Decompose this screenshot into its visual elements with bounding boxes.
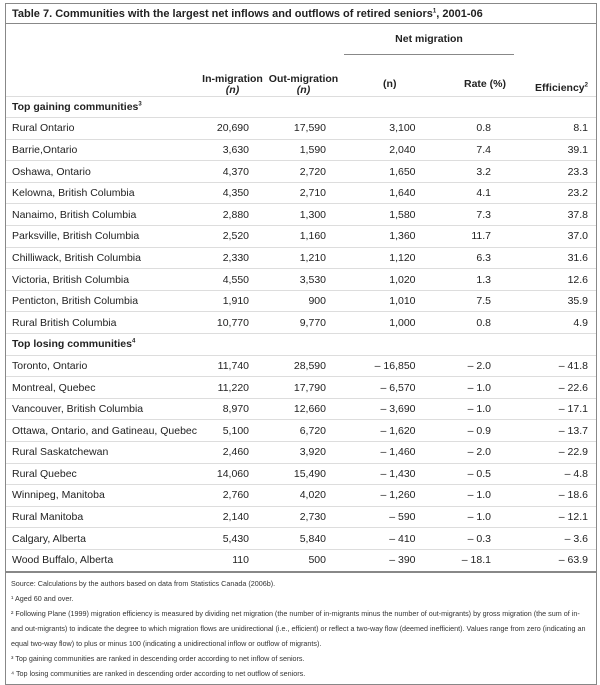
table-row <box>6 355 596 377</box>
cell-rate: 1.3 <box>436 269 514 291</box>
cell-rate: – 18.1 <box>436 549 514 570</box>
cell-efficiency: – 3.6 <box>514 528 596 550</box>
cell-community-name: Wood Buffalo, Alberta <box>6 549 202 570</box>
cell-out-migration: 28,590 <box>263 355 344 377</box>
table-row <box>6 549 596 570</box>
cell-in-migration: 5,100 <box>202 420 263 442</box>
cell-rate: 0.8 <box>436 118 514 140</box>
table-row <box>6 420 596 442</box>
table-title <box>6 4 596 24</box>
footnote-4: ⁴ Top losing communities are ranked in descending order according to net outflow of seniors. <box>11 668 306 678</box>
table-row <box>6 528 596 550</box>
cell-efficiency: 4.9 <box>514 312 596 334</box>
cell-net-migration: – 3,690 <box>344 398 436 420</box>
header-rate: Rate (%) <box>463 77 506 90</box>
cell-in-migration: 2,520 <box>202 226 263 248</box>
footnotes <box>6 571 596 684</box>
cell-community-name: Toronto, Ontario <box>6 355 202 377</box>
cell-out-migration: 1,210 <box>263 247 344 269</box>
cell-in-migration: 5,430 <box>202 528 263 550</box>
cell-net-migration: – 6,570 <box>344 377 436 399</box>
cell-out-migration: 1,590 <box>263 139 344 161</box>
cell-in-migration: 11,220 <box>202 377 263 399</box>
cell-in-migration: 4,370 <box>202 161 263 183</box>
cell-community-name: Winnipeg, Manitoba <box>6 485 202 507</box>
cell-rate: 4.1 <box>436 182 514 204</box>
cell-efficiency: 37.8 <box>514 204 596 226</box>
cell-out-migration: 4,020 <box>263 485 344 507</box>
cell-rate: 0.8 <box>436 312 514 334</box>
cell-community-name: Rural British Columbia <box>6 312 202 334</box>
cell-in-migration: 11,740 <box>202 355 263 377</box>
cell-community-name: Victoria, British Columbia <box>6 269 202 291</box>
footnote-1: ¹ Aged 60 and over. <box>11 593 74 603</box>
table-row <box>6 247 596 269</box>
cell-out-migration: 1,160 <box>263 226 344 248</box>
table-row <box>6 161 596 183</box>
cell-efficiency: – 12.1 <box>514 506 596 528</box>
cell-rate: – 2.0 <box>436 442 514 464</box>
cell-net-migration: 1,650 <box>344 161 436 183</box>
cell-in-migration: 2,880 <box>202 204 263 226</box>
cell-rate: – 0.9 <box>436 420 514 442</box>
table-row <box>6 398 596 420</box>
cell-net-migration: 1,010 <box>344 290 436 312</box>
header-blank <box>6 24 202 54</box>
cell-out-migration: 15,490 <box>263 463 344 485</box>
cell-rate: 11.7 <box>436 226 514 248</box>
section-label: Top losing communities$^4$ <box>6 334 596 356</box>
header-in-migration: In-migration (n) <box>202 72 263 96</box>
cell-rate: – 0.5 <box>436 463 514 485</box>
cell-rate: 6.3 <box>436 247 514 269</box>
table-row <box>6 182 596 204</box>
cell-net-migration: 1,640 <box>344 182 436 204</box>
cell-efficiency: 39.1 <box>514 139 596 161</box>
cell-out-migration: 5,840 <box>263 528 344 550</box>
cell-net-migration: – 410 <box>344 528 436 550</box>
header-out-migration: Out-migration (n) <box>268 72 339 96</box>
cell-efficiency: 31.6 <box>514 247 596 269</box>
cell-community-name: Parksville, British Columbia <box>6 226 202 248</box>
table-row <box>6 269 596 291</box>
footnote-3: ³ Top gaining communities are ranked in descending order according to net inflow of seniors. <box>11 653 305 663</box>
cell-efficiency: – 17.1 <box>514 398 596 420</box>
section-header <box>6 334 596 356</box>
cell-out-migration: 3,530 <box>263 269 344 291</box>
cell-net-migration: 2,040 <box>344 139 436 161</box>
cell-net-migration: 1,020 <box>344 269 436 291</box>
cell-community-name: Penticton, British Columbia <box>6 290 202 312</box>
footnote-2: ² Following Plane (1999) migration efficiency is measured by dividing net migration (the number of in-migrants minus the number of out-migrants) by gross migration (the sum of in- and out-migrants) to indicate the degree to which migration flows are unidirectional (i.e., efficient) or reflect a two-way flow (deemed inefficient). Values range from zero (indicating an equal two-way flow) to plus or minus 100 (indicating a unidirectional inflow or outflow of migrants). <box>11 608 586 648</box>
cell-community-name: Nanaimo, British Columbia <box>6 204 202 226</box>
cell-net-migration: – 1,430 <box>344 463 436 485</box>
section-header <box>6 96 596 118</box>
cell-rate: – 1.0 <box>436 377 514 399</box>
cell-out-migration: 2,730 <box>263 506 344 528</box>
cell-out-migration: 1,300 <box>263 204 344 226</box>
table-row <box>6 290 596 312</box>
cell-efficiency: 35.9 <box>514 290 596 312</box>
table-row <box>6 485 596 507</box>
header-efficiency: Efficiency$^2$ <box>535 81 588 94</box>
cell-out-migration: 2,710 <box>263 182 344 204</box>
cell-in-migration: 2,330 <box>202 247 263 269</box>
cell-in-migration: 10,770 <box>202 312 263 334</box>
cell-community-name: Kelowna, British Columbia <box>6 182 202 204</box>
cell-rate: – 1.0 <box>436 485 514 507</box>
cell-net-migration: 1,580 <box>344 204 436 226</box>
cell-in-migration: 2,140 <box>202 506 263 528</box>
cell-net-migration: – 390 <box>344 549 436 570</box>
title-footnote-mark: 1 <box>432 8 437 15</box>
cell-net-migration: 1,000 <box>344 312 436 334</box>
cell-in-migration: 4,350 <box>202 182 263 204</box>
cell-out-migration: 9,770 <box>263 312 344 334</box>
section-label: Top gaining communities$^3$ <box>6 96 596 118</box>
cell-net-migration: 3,100 <box>344 118 436 140</box>
cell-in-migration: 2,460 <box>202 442 263 464</box>
cell-net-migration: – 1,260 <box>344 485 436 507</box>
cell-efficiency: 23.2 <box>514 182 596 204</box>
cell-out-migration: 2,720 <box>263 161 344 183</box>
table-row <box>6 442 596 464</box>
cell-community-name: Rural Saskatchewan <box>6 442 202 464</box>
cell-in-migration: 2,760 <box>202 485 263 507</box>
data-table-figure <box>5 3 597 685</box>
cell-rate: – 0.3 <box>436 528 514 550</box>
cell-community-name: Rural Manitoba <box>6 506 202 528</box>
table-row <box>6 463 596 485</box>
table-row <box>6 226 596 248</box>
cell-out-migration: 900 <box>263 290 344 312</box>
cell-out-migration: 12,660 <box>263 398 344 420</box>
cell-efficiency: 12.6 <box>514 269 596 291</box>
cell-community-name: Chilliwack, British Columbia <box>6 247 202 269</box>
cell-rate: – 2.0 <box>436 355 514 377</box>
cell-in-migration: 8,970 <box>202 398 263 420</box>
table-row <box>6 312 596 334</box>
table-row <box>6 139 596 161</box>
cell-net-migration: – 1,460 <box>344 442 436 464</box>
cell-out-migration: 17,790 <box>263 377 344 399</box>
cell-net-migration: 1,120 <box>344 247 436 269</box>
cell-in-migration: 4,550 <box>202 269 263 291</box>
cell-out-migration: 6,720 <box>263 420 344 442</box>
cell-in-migration: 1,910 <box>202 290 263 312</box>
cell-rate: – 1.0 <box>436 398 514 420</box>
cell-efficiency: 8.1 <box>514 118 596 140</box>
cell-efficiency: – 63.9 <box>514 549 596 570</box>
cell-out-migration: 500 <box>263 549 344 570</box>
title-text: Table 7. Communities with the largest net inflows and outflows of retired seniors <box>12 8 433 20</box>
cell-out-migration: 17,590 <box>263 118 344 140</box>
cell-rate: 7.3 <box>436 204 514 226</box>
cell-in-migration: 20,690 <box>202 118 263 140</box>
cell-out-migration: 3,920 <box>263 442 344 464</box>
cell-rate: 3.2 <box>436 161 514 183</box>
table-row <box>6 204 596 226</box>
cell-efficiency: – 22.6 <box>514 377 596 399</box>
cell-community-name: Calgary, Alberta <box>6 528 202 550</box>
cell-efficiency: 37.0 <box>514 226 596 248</box>
cell-community-name: Oshawa, Ontario <box>6 161 202 183</box>
table-row <box>6 377 596 399</box>
cell-efficiency: – 22.9 <box>514 442 596 464</box>
cell-net-migration: – 1,620 <box>344 420 436 442</box>
cell-in-migration: 110 <box>202 549 263 570</box>
cell-rate: 7.5 <box>436 290 514 312</box>
cell-efficiency: – 18.6 <box>514 485 596 507</box>
cell-efficiency: 23.3 <box>514 161 596 183</box>
cell-in-migration: 3,630 <box>202 139 263 161</box>
table-row <box>6 118 596 140</box>
migration-table <box>6 24 596 571</box>
cell-community-name: Barrie,Ontario <box>6 139 202 161</box>
cell-community-name: Vancouver, British Columbia <box>6 398 202 420</box>
cell-community-name: Rural Ontario <box>6 118 202 140</box>
source-note: Source: Calculations by the authors based on data from Statistics Canada (2006b). <box>11 578 276 588</box>
header-net-migration: Net migration <box>344 24 514 54</box>
cell-community-name: Ottawa, Ontario, and Gatineau, Quebec <box>6 420 202 442</box>
cell-efficiency: – 41.8 <box>514 355 596 377</box>
cell-net-migration: – 16,850 <box>344 355 436 377</box>
cell-community-name: Rural Quebec <box>6 463 202 485</box>
cell-efficiency: – 13.7 <box>514 420 596 442</box>
cell-rate: 7.4 <box>436 139 514 161</box>
header-net-n: (n) <box>383 77 397 90</box>
cell-efficiency: – 4.8 <box>514 463 596 485</box>
title-suffix: , 2001-06 <box>436 8 483 20</box>
cell-net-migration: 1,360 <box>344 226 436 248</box>
table-row <box>6 506 596 528</box>
cell-community-name: Montreal, Quebec <box>6 377 202 399</box>
cell-rate: – 1.0 <box>436 506 514 528</box>
cell-net-migration: – 590 <box>344 506 436 528</box>
cell-in-migration: 14,060 <box>202 463 263 485</box>
